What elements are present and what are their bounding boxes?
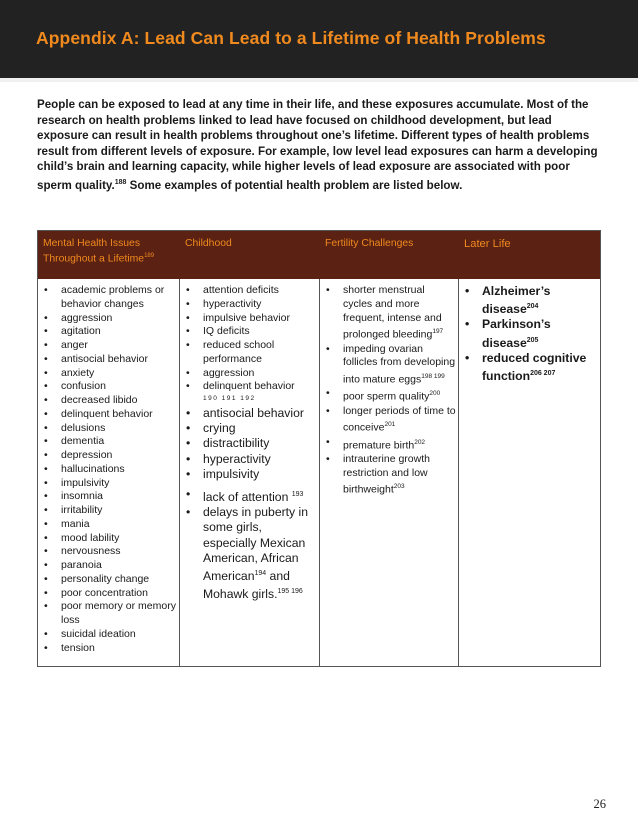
list-item-text: delinquent behavior [61, 407, 153, 420]
footnote-ref: 188 [114, 178, 127, 186]
list-item-text: poor sperm quality [343, 390, 430, 403]
list-item [322, 284, 456, 343]
list-item-text: insomnia [61, 490, 104, 503]
fertility-list [322, 284, 456, 498]
list-item-text: decreased libido [61, 394, 138, 406]
table-header-row [38, 231, 600, 279]
later-life-list [461, 284, 598, 384]
footnote-ref: 193 [291, 491, 304, 499]
list-item [322, 405, 456, 436]
list-item [182, 284, 317, 298]
list-item-text: impulsivity [61, 476, 110, 489]
list-item [40, 490, 177, 504]
list-item-text: academic problems or behavior changes [61, 284, 165, 310]
list-item-text: crying [203, 421, 236, 436]
list-item-text: reduced school performance [203, 339, 275, 365]
list-item [182, 367, 317, 381]
list-item [40, 312, 177, 326]
footnote-ref: 200 [429, 390, 441, 398]
mental-health-list [40, 284, 177, 655]
childhood-cell [180, 279, 320, 666]
list-item [461, 284, 598, 317]
list-item-text: antisocial behavior [61, 352, 148, 365]
list-item-text: mood lability [61, 531, 120, 544]
list-item-text: nervousness [61, 545, 121, 558]
list-item-text: premature birth [343, 439, 415, 451]
list-item [40, 587, 177, 601]
list-item-text: poor concentration [61, 586, 148, 599]
later-life-cell [459, 279, 600, 666]
list-item [40, 449, 177, 463]
footnote-ref: 202 [414, 438, 426, 446]
list-item-text: personality change [61, 572, 150, 585]
intro-text: People can be exposed to lead at any time in their life, and these exposures accumulate. Most of the research on health problems linked to lead have focused on childhood development, but lead exposure can result in health problems throughout one’s lifetime. Different types of health problems result from different levels of exposure. For example, low level lead exposures can harm a developing child’s brain and learning capacity, while higher levels of lead exposure are associated with poor sperm quality. [37, 98, 598, 192]
list-item [40, 422, 177, 436]
header-label: Later Life [464, 238, 511, 250]
list-item [40, 284, 177, 312]
list-item-text: delays in puberty in some girls, especially Mexican American, African American [203, 505, 309, 584]
list-item-text: impulsivity [203, 466, 260, 481]
childhood-list-small [182, 284, 317, 394]
list-item-text: intrauterine growth restriction and low birthweight [343, 452, 430, 496]
list-item-text: longer periods of time to conceive [343, 404, 456, 434]
list-item [40, 573, 177, 587]
list-item-text: attention deficits [203, 284, 279, 296]
list-item [40, 408, 177, 422]
page-title: Appendix A: Lead Can Lead to a Lifetime of Health Problems [36, 28, 546, 48]
footnote-ref: 194 [254, 570, 267, 578]
list-item [182, 298, 317, 312]
list-item [40, 559, 177, 573]
mental-health-cell [38, 279, 180, 666]
list-item-text-continued: and Mohawk girls. [203, 569, 290, 602]
footnote-ref: 205 [526, 336, 539, 344]
list-item-text: antisocial behavior [203, 406, 304, 420]
list-item-text: dementia [61, 435, 105, 448]
list-item [40, 380, 177, 394]
list-item-text: depression [61, 449, 113, 461]
list-item-text: aggression [61, 311, 113, 324]
footnote-ref: 204 [526, 303, 539, 311]
footnote-ref: 198 199 [421, 373, 445, 380]
footnote-ref: 189 [144, 253, 155, 259]
intro-paragraph [37, 97, 605, 193]
title-banner [0, 0, 638, 82]
list-item-text: hyperactivity [203, 451, 271, 466]
list-item [322, 387, 456, 404]
footnote-ref: 203 [393, 483, 405, 491]
fertility-cell [320, 279, 459, 666]
list-item [182, 380, 317, 394]
header-later-life [459, 231, 600, 279]
list-item-text: hyperactivity [203, 297, 262, 310]
header-fertility-challenges [320, 231, 459, 279]
health-problems-table [37, 230, 601, 667]
list-item-text: confusion [61, 380, 106, 393]
list-item-text: distractibility [203, 436, 270, 451]
list-item-text: paranoia [61, 559, 102, 571]
list-item-text: suicidal ideation [61, 627, 136, 640]
list-item [40, 325, 177, 339]
childhood-list-large [182, 406, 317, 603]
list-item-text: shorter menstrual cycles and more frequent, intense and prolonged bleeding [343, 284, 442, 341]
footnote-refs: 190 191 192 [203, 395, 256, 402]
list-item [322, 343, 456, 388]
list-item [182, 325, 317, 339]
list-item-text: lack of attention [203, 490, 292, 505]
list-item [182, 467, 317, 482]
list-item [40, 545, 177, 559]
list-item [182, 436, 317, 451]
list-item [182, 505, 317, 602]
list-item-text: delusions [61, 421, 106, 434]
list-item-text: mania [61, 517, 90, 530]
list-item [461, 351, 598, 384]
list-item [40, 628, 177, 642]
header-childhood [180, 231, 320, 279]
list-item-text: irritability [61, 504, 103, 516]
list-item [461, 317, 598, 350]
list-item [182, 487, 317, 505]
list-item [40, 600, 177, 628]
list-item [40, 463, 177, 477]
table-body-row [38, 279, 600, 666]
list-item [182, 452, 317, 467]
header-label: Childhood [185, 238, 232, 249]
list-item-text: anger [61, 339, 88, 351]
footnote-ref: 195 196 [277, 588, 303, 596]
footnote-ref: 206 207 [530, 370, 556, 378]
list-item [40, 518, 177, 532]
list-item-text: IQ deficits [203, 325, 250, 338]
list-item [40, 394, 177, 408]
header-mental-health [38, 231, 180, 279]
list-item [40, 353, 177, 367]
list-item-text: impeding ovarian follicles from developing into mature eggs [343, 342, 456, 386]
list-item-text: Parkinson’s disease [482, 317, 551, 350]
list-item-text: anxiety [61, 366, 95, 379]
list-item [40, 642, 177, 656]
list-item [182, 312, 317, 326]
list-item [40, 532, 177, 546]
list-item-text: delinquent behavior [203, 380, 295, 393]
list-item [40, 504, 177, 518]
list-item-text: hallucinations [61, 462, 125, 475]
list-item [40, 477, 177, 491]
list-item [322, 453, 456, 498]
list-item [322, 436, 456, 453]
intro-text-continued: Some examples of potential health problem are listed below. [126, 178, 463, 192]
list-item [40, 435, 177, 449]
list-item-text: tension [61, 641, 95, 654]
list-item-text: Alzheimer’s disease [482, 284, 551, 317]
header-label: Fertility Challenges [325, 238, 414, 249]
page-number: 26 [593, 797, 606, 811]
list-item-text: aggression [203, 366, 255, 379]
header-label: Mental Health Issues Throughout a Lifetime [43, 238, 145, 265]
list-item-text: agitation [61, 325, 101, 338]
list-item [40, 339, 177, 353]
list-item [40, 367, 177, 381]
list-item-text: poor memory or memory loss [61, 600, 176, 626]
list-item [182, 339, 317, 367]
footnote-ref: 197 [432, 328, 444, 336]
list-item-text: reduced cognitive function [482, 350, 587, 384]
list-item-text: impulsive behavior [203, 311, 290, 324]
list-item [182, 406, 317, 421]
list-item [182, 421, 317, 436]
footnote-ref: 201 [384, 421, 396, 429]
